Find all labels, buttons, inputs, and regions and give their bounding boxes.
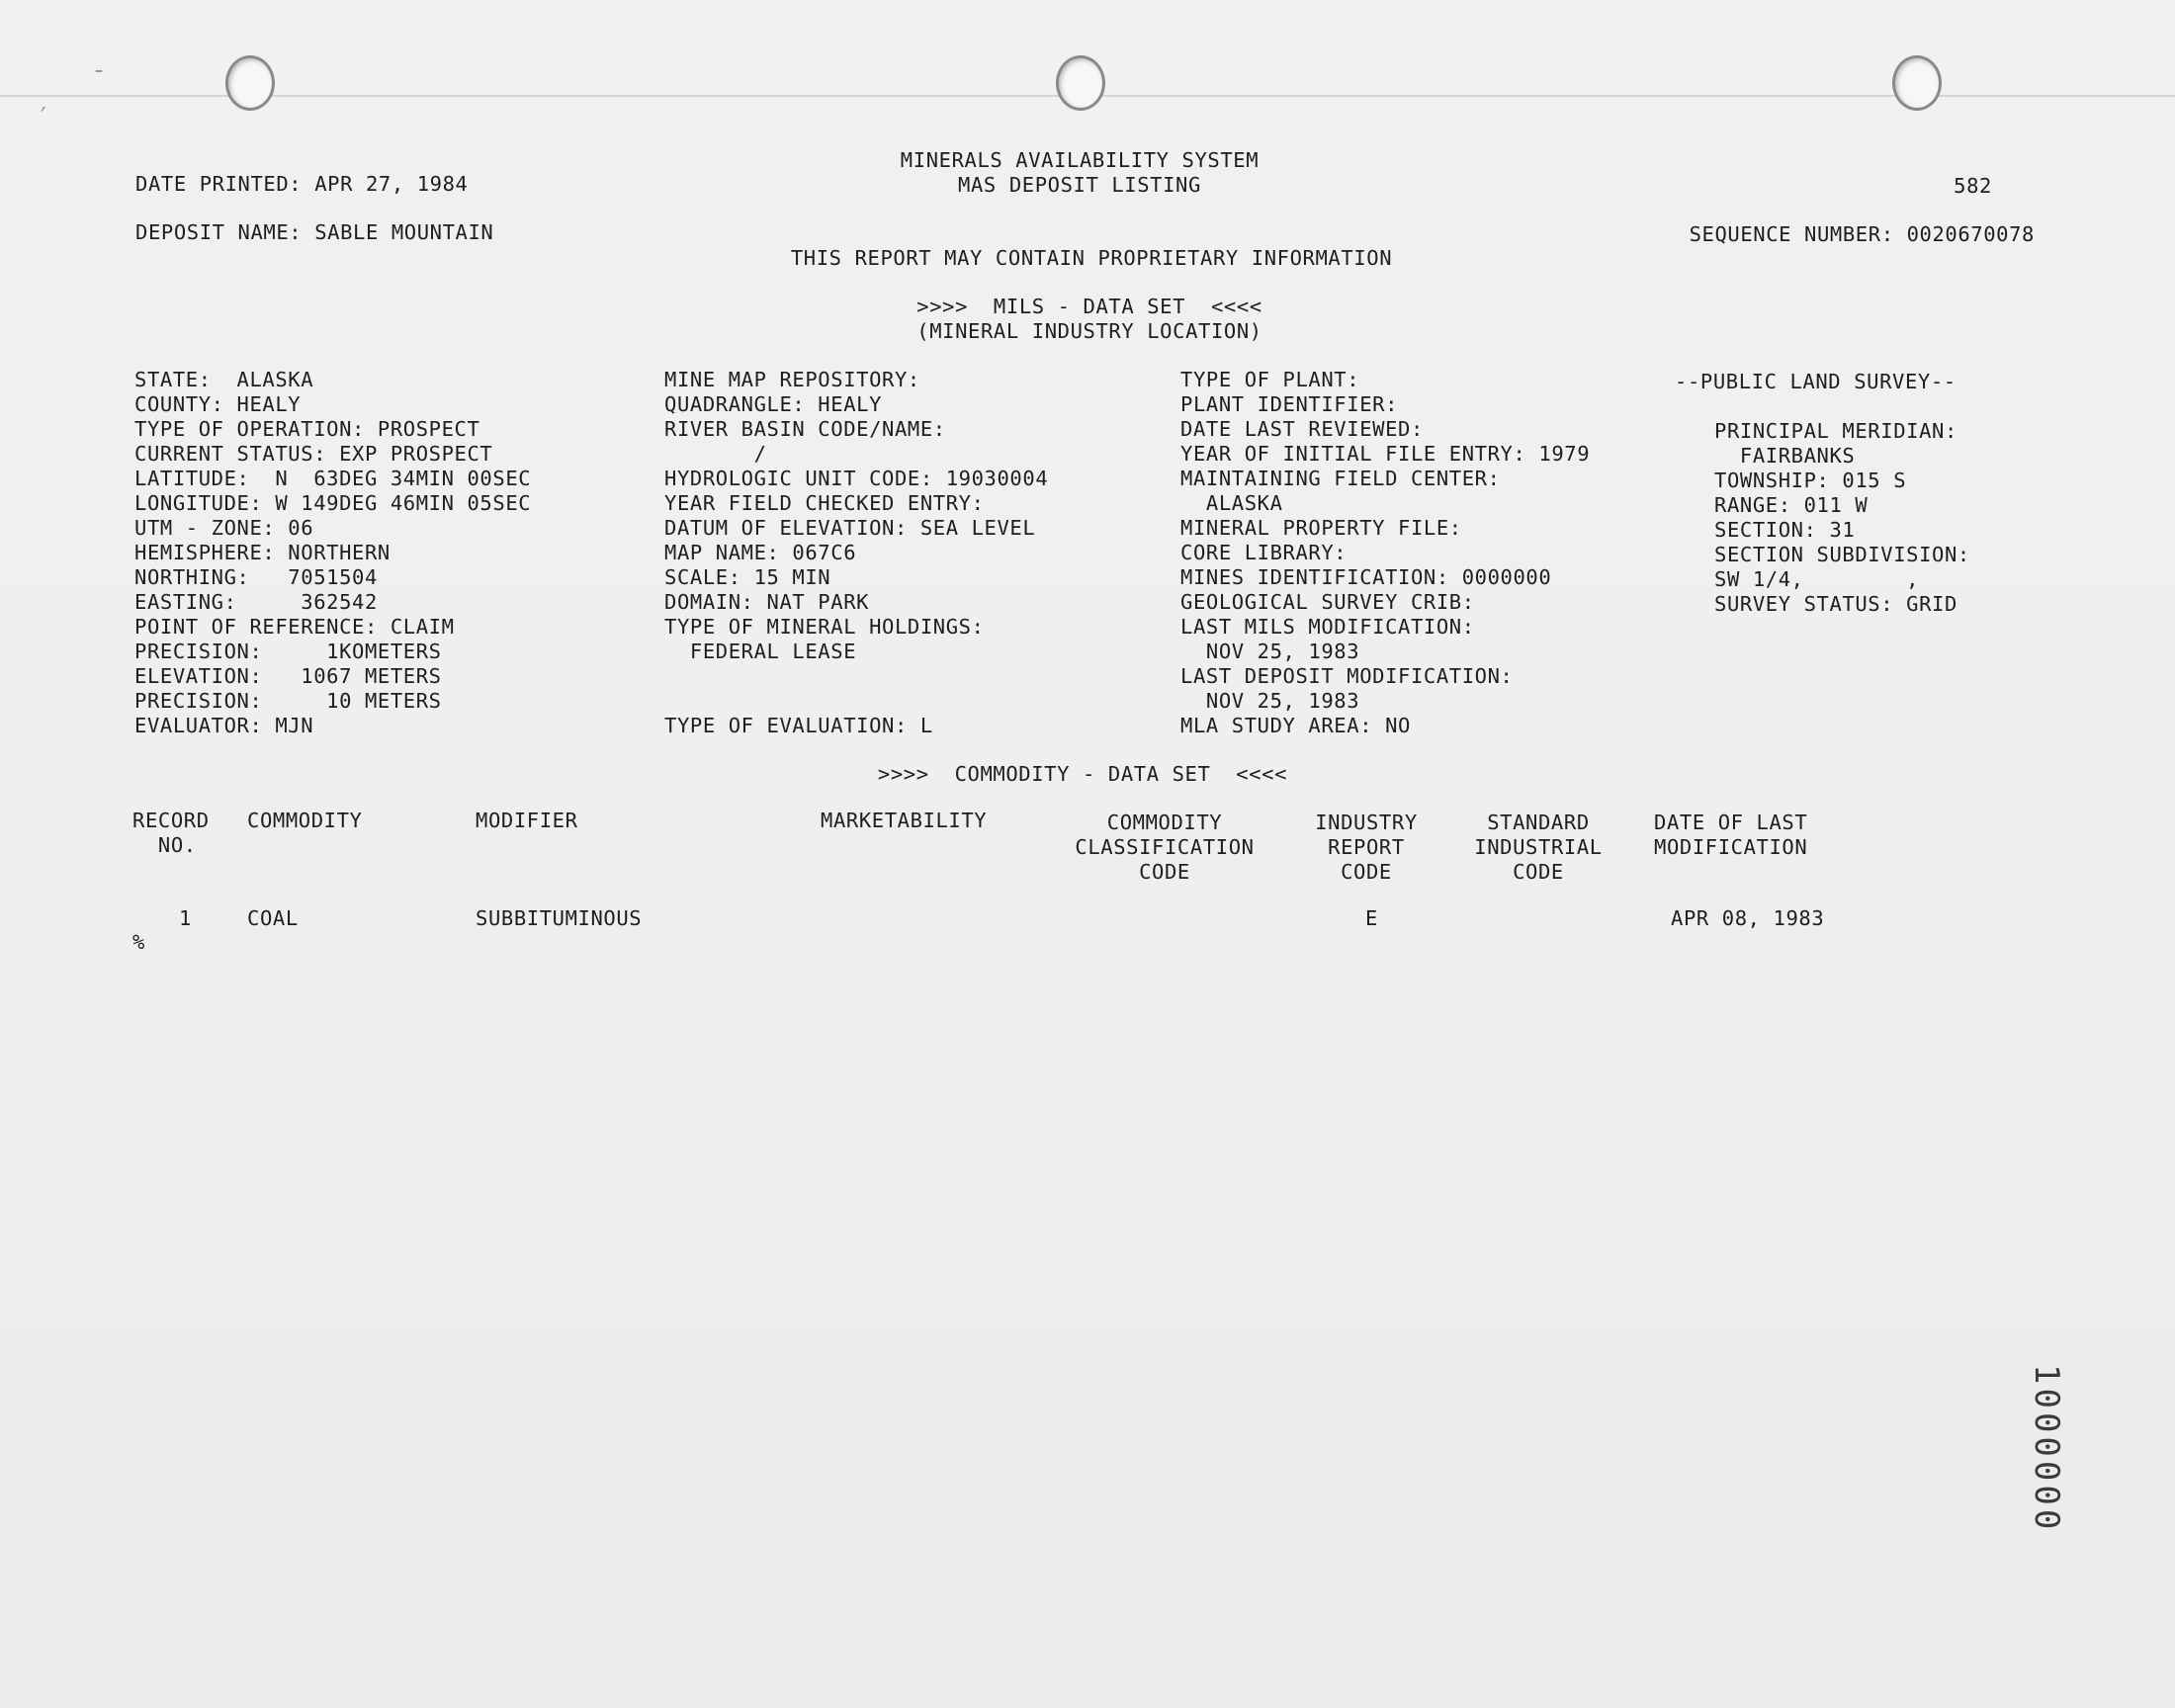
field-scale: SCALE: 15 MIN: [664, 565, 831, 589]
cell-record-no: 1: [179, 906, 192, 930]
field-latitude: LATITUDE: N 63DEG 34MIN 00SEC: [134, 467, 532, 490]
field-map-name: MAP NAME: 067C6: [664, 541, 857, 564]
field-type-of-operation: TYPE OF OPERATION: PROSPECT: [134, 417, 480, 441]
field-principal-meridian-value: FAIRBANKS: [1714, 444, 1856, 468]
date-printed: DATE PRINTED: APR 27, 1984: [135, 172, 469, 196]
field-year-field-checked: YEAR FIELD CHECKED ENTRY:: [664, 491, 985, 515]
field-county: COUNTY: HEALY: [134, 392, 302, 416]
field-maintaining-field-center: MAINTAINING FIELD CENTER:: [1180, 467, 1501, 490]
pen-mark: ′: [36, 103, 51, 132]
field-mineral-holdings-value: FEDERAL LEASE: [664, 640, 857, 663]
end-of-record-mark: %: [132, 930, 145, 954]
field-precision: PRECISION: 1KOMETERS: [134, 640, 442, 663]
blank-line: [664, 689, 1048, 714]
field-type-of-evaluation: TYPE OF EVALUATION: L: [664, 714, 933, 737]
deposit-name: DEPOSIT NAME: SABLE MOUNTAIN: [135, 220, 494, 244]
blank-line: [1714, 394, 1970, 419]
field-township: TOWNSHIP: 015 S: [1714, 469, 1907, 492]
field-river-basin-value: /: [664, 442, 767, 466]
field-last-deposit-modification: LAST DEPOSIT MODIFICATION:: [1180, 664, 1514, 688]
punch-hole-right: [1892, 55, 1942, 111]
header-line: CODE: [1139, 860, 1190, 884]
field-hemisphere: HEMISPHERE: NORTHERN: [134, 541, 391, 564]
field-date-last-reviewed: DATE LAST REVIEWED:: [1180, 417, 1424, 441]
field-field-center-value: ALASKA: [1180, 491, 1283, 515]
header-standard-industrial-code: [1474, 811, 1602, 885]
header-line: INDUSTRIAL: [1474, 835, 1603, 859]
header-commodity-classification-code: [1075, 811, 1254, 885]
field-last-mils-modification-date: NOV 25, 1983: [1180, 640, 1360, 663]
header-date-of-last-modification: [1654, 811, 1807, 860]
field-section: SECTION: 31: [1714, 518, 1856, 542]
field-hydrologic-unit-code: HYDROLOGIC UNIT CODE: 19030004: [664, 467, 1049, 490]
mils-section-subtitle: (MINERAL INDUSTRY LOCATION): [916, 319, 1262, 343]
page-number: 582: [1954, 174, 1992, 198]
mils-column-location: [134, 368, 531, 738]
field-state: STATE: ALASKA: [134, 368, 314, 391]
field-range: RANGE: 011 W: [1714, 493, 1869, 517]
blank-line: [664, 664, 1048, 689]
header-modifier: MODIFIER: [476, 809, 578, 832]
cell-modifier: SUBBITUMINOUS: [476, 906, 643, 930]
header-marketability: MARKETABILITY: [821, 809, 988, 832]
field-geological-survey-crib: GEOLOGICAL SURVEY CRIB:: [1180, 590, 1475, 614]
punch-hole-center: [1056, 55, 1105, 111]
header-commodity: COMMODITY: [247, 809, 363, 832]
header-line: STANDARD: [1487, 811, 1590, 834]
field-utm-zone: UTM - ZONE: 06: [134, 516, 314, 540]
field-year-initial-file-entry: YEAR OF INITIAL FILE ENTRY: 1979: [1180, 442, 1591, 466]
header-line: REPORT: [1328, 835, 1405, 859]
field-domain: DOMAIN: NAT PARK: [664, 590, 870, 614]
field-quadrangle: QUADRANGLE: HEALY: [664, 392, 883, 416]
header-line: NO.: [132, 833, 197, 857]
header-record-no: [132, 809, 210, 858]
field-northing: NORTHING: 7051504: [134, 565, 378, 589]
header-line: RECORD: [132, 809, 210, 832]
header-industry-report-code: [1315, 811, 1418, 885]
header-line: INDUSTRY: [1315, 811, 1418, 834]
field-evaluator: EVALUATOR: MJN: [134, 714, 314, 737]
field-type-of-mineral-holdings: TYPE OF MINERAL HOLDINGS:: [664, 615, 985, 639]
field-section-subdivision: SECTION SUBDIVISION:: [1714, 543, 1970, 566]
proprietary-notice: THIS REPORT MAY CONTAIN PROPRIETARY INFORMATION: [790, 246, 1393, 270]
field-river-basin: RIVER BASIN CODE/NAME:: [664, 417, 946, 441]
cell-date-of-last-modification: APR 08, 1983: [1671, 906, 1825, 930]
listing-title: MAS DEPOSIT LISTING: [958, 173, 1201, 197]
field-principal-meridian: PRINCIPAL MERIDIAN:: [1714, 419, 1958, 443]
punch-hole-left: [225, 55, 275, 111]
field-current-status: CURRENT STATUS: EXP PROSPECT: [134, 442, 493, 466]
header-line: CODE: [1341, 860, 1392, 884]
field-mla-study-area: MLA STUDY AREA: NO: [1180, 714, 1411, 737]
pen-mark: ‐: [91, 55, 107, 85]
stamped-document-number: 1000000: [2027, 1364, 2066, 1534]
mils-column-land-survey: [1714, 394, 1970, 617]
field-mine-map-repository: MINE MAP REPOSITORY:: [664, 368, 920, 391]
field-type-of-plant: TYPE OF PLANT:: [1180, 368, 1360, 391]
cell-commodity: COAL: [247, 906, 299, 930]
header-line: COMMODITY: [1106, 811, 1223, 834]
field-survey-status: SURVEY STATUS: GRID: [1714, 592, 1958, 616]
field-point-of-reference: POINT OF REFERENCE: CLAIM: [134, 615, 455, 639]
field-last-mils-modification: LAST MILS MODIFICATION:: [1180, 615, 1475, 639]
cell-industry-report-code: E: [1365, 906, 1378, 930]
system-title: MINERALS AVAILABILITY SYSTEM: [900, 148, 1260, 172]
sequence-number: SEQUENCE NUMBER: 0020670078: [1689, 222, 2035, 246]
public-land-survey-title: --PUBLIC LAND SURVEY--: [1675, 370, 1957, 393]
field-last-deposit-modification-date: NOV 25, 1983: [1180, 689, 1360, 713]
field-elevation: ELEVATION: 1067 METERS: [134, 664, 442, 688]
field-longitude: LONGITUDE: W 149DEG 46MIN 05SEC: [134, 491, 532, 515]
mils-section-title: >>>> MILS - DATA SET <<<<: [916, 295, 1262, 318]
field-mines-identification: MINES IDENTIFICATION: 0000000: [1180, 565, 1552, 589]
field-datum-of-elevation: DATUM OF ELEVATION: SEA LEVEL: [664, 516, 1036, 540]
mils-column-plant: [1180, 368, 1590, 738]
field-easting: EASTING: 362542: [134, 590, 378, 614]
mils-column-map: [664, 368, 1048, 738]
field-core-library: CORE LIBRARY:: [1180, 541, 1348, 564]
header-line: CLASSIFICATION: [1075, 835, 1255, 859]
header-line: CODE: [1513, 860, 1564, 884]
header-line: MODIFICATION: [1654, 835, 1808, 859]
field-plant-identifier: PLANT IDENTIFIER:: [1180, 392, 1399, 416]
field-mineral-property-file: MINERAL PROPERTY FILE:: [1180, 516, 1462, 540]
field-section-subdivision-value: SW 1/4, ,: [1714, 567, 1920, 591]
commodity-section-title: >>>> COMMODITY - DATA SET <<<<: [877, 762, 1288, 786]
field-elevation-precision: PRECISION: 10 METERS: [134, 689, 442, 713]
header-line: DATE OF LAST: [1654, 811, 1808, 834]
